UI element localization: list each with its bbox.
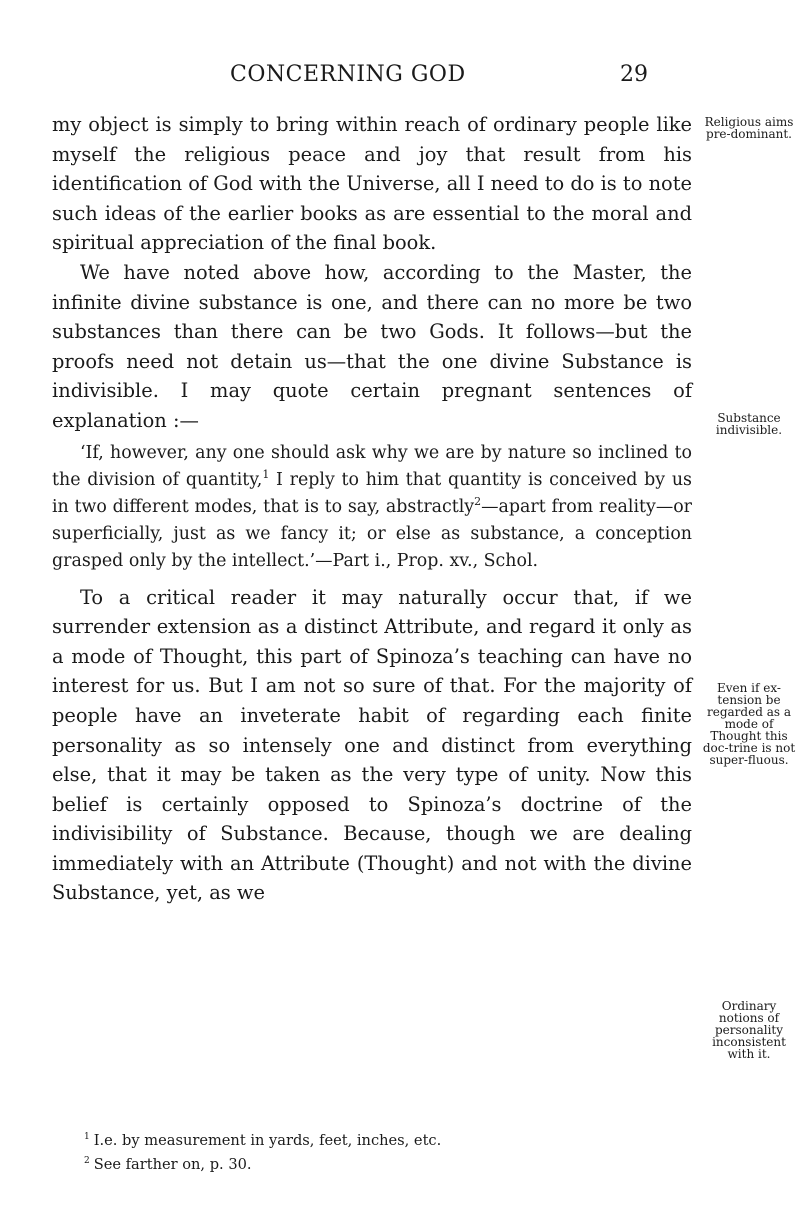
page-number: 29 [620, 62, 648, 87]
running-head [0, 62, 800, 102]
footnote-ref-2[interactable]: 2 [474, 494, 482, 508]
marginal-note-religious-aims: Religious aims pre-dominant. [704, 115, 794, 141]
running-title: CONCERNING GOD [230, 62, 466, 87]
marginal-note-ordinary-notions: Ordinary notions of personality inconsistent with it. [712, 999, 786, 1061]
paragraph-2: We have noted above how, according to the Master, the infinite divine substance is one, and there can no more be two substances than there can be two Gods. It follows—but the proofs need not detain us—that the one divine Substance is indivisible. I may quote certain pregnant sentences of explanation :— [52, 260, 692, 432]
body-text [52, 110, 692, 908]
footnotes [84, 1127, 704, 1175]
quote-part-a: ‘If, however, any one should ask why we are by nature so inclined to the division of quantity, [52, 442, 692, 490]
quote-part-b: I reply to him that quantity is conceived by us in two different modes, that is to say, abstractly [52, 469, 692, 517]
paragraph-1: my object is simply to bring within reach of ordinary people like myself the religious peace and joy that result from his identification of God with the Universe, all I need to do is to note such ideas of the earlier books as are essential to the moral and spiritual appreciation of the final book. [52, 113, 692, 255]
paragraph-3: To a critical reader it may naturally occur that, if we surrender extension as a distinct Attribute, and regard it only as a mode of Thought, this part of Spinoza’s teaching can have no interest for us. But I am not so sure of that. For the majority of people have an inveterate habit of regarding each finite personality as so intensely one and distinct from everything else, that it may be taken as the very type of unity. Now this belief is certainly opposed to Spinoza’s doctrine of the indivisibility of Substance. Because, though we are dealing immediately with an Attribute (Thought) and not with the divine Substance, yet, as we [52, 585, 692, 905]
quote-part-c: —apart from reality—or superficially, just as we fancy it; or else as substance, a conception grasped only by the intellect.’—Part i., Prop. xv., Schol. [52, 496, 692, 571]
footnote-ref-1[interactable]: 1 [262, 467, 270, 481]
footnote-1: $^1$ I.e. by measurement in yards, feet, inches, etc. [84, 1131, 442, 1149]
marginal-note-substance-indivisible: Substance indivisible. [715, 411, 783, 437]
block-quote [52, 440, 692, 575]
footnote-2: $^2$ See farther on, p. 30. [84, 1155, 252, 1173]
marginal-note-extension: Even if ex-tension be regarded as a mode of Thought this doc-trine is not super-fluous. [702, 681, 796, 767]
